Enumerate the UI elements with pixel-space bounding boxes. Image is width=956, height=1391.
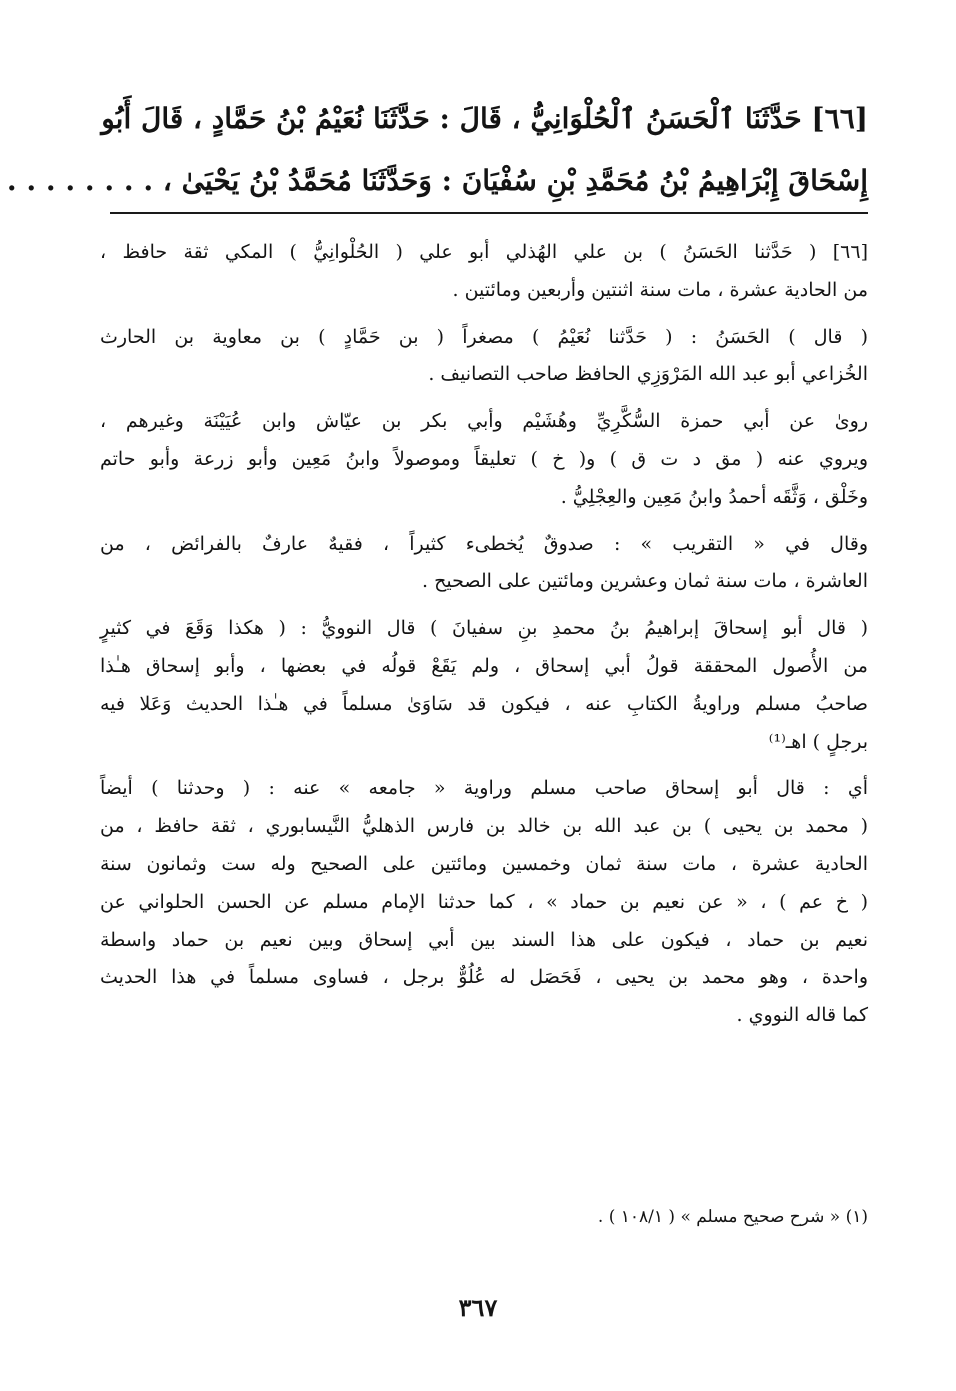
commentary-line: واحدة ، وهو محمد بن يحيى ، فَحَصَل له عُلُوٌّ برجل ، فساوى مسلماً في هذا الحديث <box>100 966 868 989</box>
commentary-line: وخَلْق ، وَثَّقَه أحمدُ وابنُ مَعِين والعِجْلِيُّ . <box>560 485 868 508</box>
commentary-paragraph <box>100 770 868 1035</box>
commentary-line: [٦٦] ( حَدَّثنا الحَسَنُ ) بن علي الهُذلي أبو علي ( الحُلْوانِيُّ ) المكي ثقة حافظ ، <box>100 241 868 263</box>
commentary-line: الحادية عشرة ، مات سنة ثمان وخمسين ومائتين على الصحيح وله ست وثمانون سنة <box>100 852 868 875</box>
separator-rule <box>110 212 868 214</box>
commentary-line: ( قال أبو إسحاقَ إبراهيمُ بنُ محمدِ بنِ سفيانَ ) قال النوويُّ : ( هكذا وَقَعَ في كثيرٍ <box>100 617 868 640</box>
commentary-line: وقال في « التقريب » : صدوقٌ يُخطىء كثيراً ، فقيهٌ عارفٌ بالفرائض ، من <box>100 532 868 555</box>
commentary-line: روىٰ عن أبي حمزة السُّكَّرِيِّ وهُشَيْم وأبي بكر بن عيّاش وابن عُيَيْنَة وغيرهم ، <box>100 410 868 433</box>
commentary-paragraph <box>100 610 868 761</box>
commentary-line: برجلٍ ) اهـ⁽¹⁾ <box>768 730 868 753</box>
hadith-line: [٦٦] حَدَّثَنَا ٱلْحَسَنُ ٱلْحُلْوَانِيُّ ، قَالَ : حَدَّثَنَا نُعَيْمُ بْنُ حَمَّادٍ ، قَالَ أَبُو <box>101 102 868 135</box>
commentary-line: العاشرة ، مات سنة ثمان وعشرين ومائتين على الصحيح . <box>422 570 868 593</box>
commentary-line: من الحادية عشرة ، مات سنة اثنتين وأربعين ومائتين . <box>452 278 868 301</box>
commentary-paragraph <box>100 403 868 516</box>
commentary-line: ( خ عم ) ، « عن نعيم بن حماد » ، كما حدثنا الإمام مسلم عن الحسن الحلواني عن <box>100 890 868 913</box>
commentary-line: ويروي عنه ( مق د ت ق ) و( خ ) تعليقاً وموصولاً وابنُ مَعِين وأبو زرعة وأبو حاتم <box>100 447 868 470</box>
hadith-text <box>6 88 868 212</box>
commentary-line: ( محمد بن يحيى ) بن عبد الله بن خالد بن فارس الذهليُّ النَّيسابوري ، ثقة حافظ ، من <box>100 815 868 838</box>
commentary-line: كما قاله النووي . <box>736 1004 868 1027</box>
commentary-line: الخُزاعي أبو عبد الله المَرْوَزِي الحافظ صاحب التصانيف . <box>428 363 868 386</box>
commentary-paragraph <box>100 526 868 602</box>
commentary-line: ( قال ) الحَسَنُ : ( حَدَّثنا نُعَيْمُ ) مصغراً ( بن حَمَّادٍ ) بن معاوية بن الحارث <box>100 325 868 348</box>
commentary-line: نعيم بن حماد ، فيكون على هذا السند بين أبي إسحاق وبين نعيم بن حماد واسطة <box>100 928 868 951</box>
commentary-line: صاحبُ مسلم وراويةُ الكتابِ عنه ، فيكون قد سَاوَىٰ مسلماً في هـٰذا الحديث وَعَلا فيه <box>100 692 868 715</box>
commentary-paragraph <box>100 234 868 310</box>
footnote: (١) « شرح صحيح مسلم » ( ١٠٨/١ ) . <box>597 1207 868 1227</box>
hadith-line: إِسْحَاقَ إِبْرَاهِيمُ بْنُ مُحَمَّدِ بْنِ سُفْيَانَ : وَحَدَّثَنَا مُحَمَّدُ بْنُ يَحْيَىٰ ، . . . . . . . . <box>6 164 868 197</box>
commentary <box>100 234 868 1044</box>
commentary-line: من الأُصول المحققة قولُ أبي إسحاق ، ولم يَقَعْ قولُه في بعضها ، وأبو إسحاق هـٰذا <box>100 654 868 677</box>
page-number: ٣٦٧ <box>458 1293 498 1322</box>
commentary-line: أي : قال أبو إسحاق صاحب مسلم وراوية « جامعه » عنه : ( وحدثنا ) أيضاً <box>100 777 868 800</box>
commentary-paragraph <box>100 319 868 395</box>
